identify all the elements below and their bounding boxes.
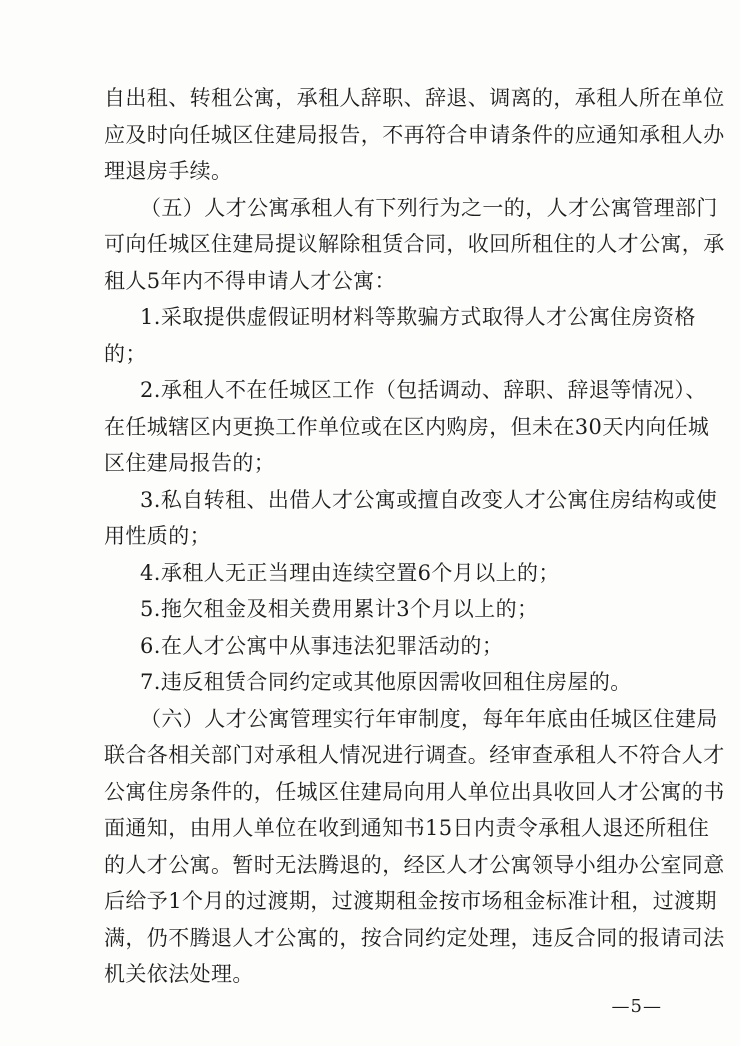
- list-item-5: 5.拖欠租金及相关费用累计3个月以上的；: [140, 597, 539, 621]
- text-line: 的；: [104, 341, 147, 366]
- text-line: 满，仍不腾退人才公寓的，按合同约定处理，违反合同的报请司法: [104, 925, 725, 950]
- list-item-3-line: 3.私自转租、出借人才公寓或擅自改变人才公寓住房结构或使: [140, 487, 718, 512]
- text-line: 可向任城区住建局提议解除租赁合同，收回所租住的人才公寓，承: [104, 232, 725, 256]
- text-line: 租人5年内不得申请人才公寓：: [104, 268, 396, 293]
- text-line: 后给予1个月的过渡期，过渡期租金按市场租金标准计租，过渡期: [104, 889, 717, 913]
- section-five-heading-line: （五）人才公寓承租人有下列行为之一的，人才公寓管理部门: [140, 195, 718, 220]
- text-line: 区住建局报告的；: [104, 451, 276, 475]
- text-line: 公寓住房条件的，任城区住建局向用人单位出具收回人才公寓的书: [104, 779, 725, 804]
- text-line: 理退房手续。: [104, 159, 233, 183]
- text-line: 应及时向任城区住建局报告，不再符合申请条件的应通知承租人办: [104, 122, 725, 147]
- list-item-1-line: 1.采取提供虚假证明材料等欺骗方式取得人才公寓住房资格: [140, 305, 696, 329]
- list-item-7: 7.违反租赁合同约定或其他原因需收回租住房屋的。: [140, 670, 632, 694]
- text-line: 在任城辖区内更换工作单位或在区内购房，但未在30天内向任城: [104, 414, 710, 439]
- text-line: 机关依法处理。: [104, 962, 254, 986]
- text-line: 用性质的；: [104, 524, 211, 548]
- list-item-6: 6.在人才公寓中从事违法犯罪活动的；: [140, 633, 504, 658]
- text-line: 的人才公寓。暂时无法腾退的，经区人才公寓领导小组办公室同意: [104, 852, 725, 877]
- list-item-2-line: 2.承租人不在任城区工作（包括调动、辞职、辞退等情况）、: [140, 378, 707, 402]
- document-body: [104, 80, 725, 993]
- text-line: 面通知，由用人单位在收到通知书15日内责令承租人退还所租住: [104, 816, 710, 840]
- section-six-heading-line: （六）人才公寓管理实行年审制度，每年年底由任城区住建局: [140, 706, 718, 731]
- text-line: 自出租、转租公寓，承租人辞职、辞退、调离的，承租人所在单位: [104, 86, 725, 110]
- page-number: —5—: [611, 996, 662, 1017]
- text-line: 联合各相关部门对承租人情况进行调查。经审查承租人不符合人才: [104, 743, 725, 767]
- list-item-4: 4.承租人无正当理由连续空置6个月以上的；: [140, 560, 560, 585]
